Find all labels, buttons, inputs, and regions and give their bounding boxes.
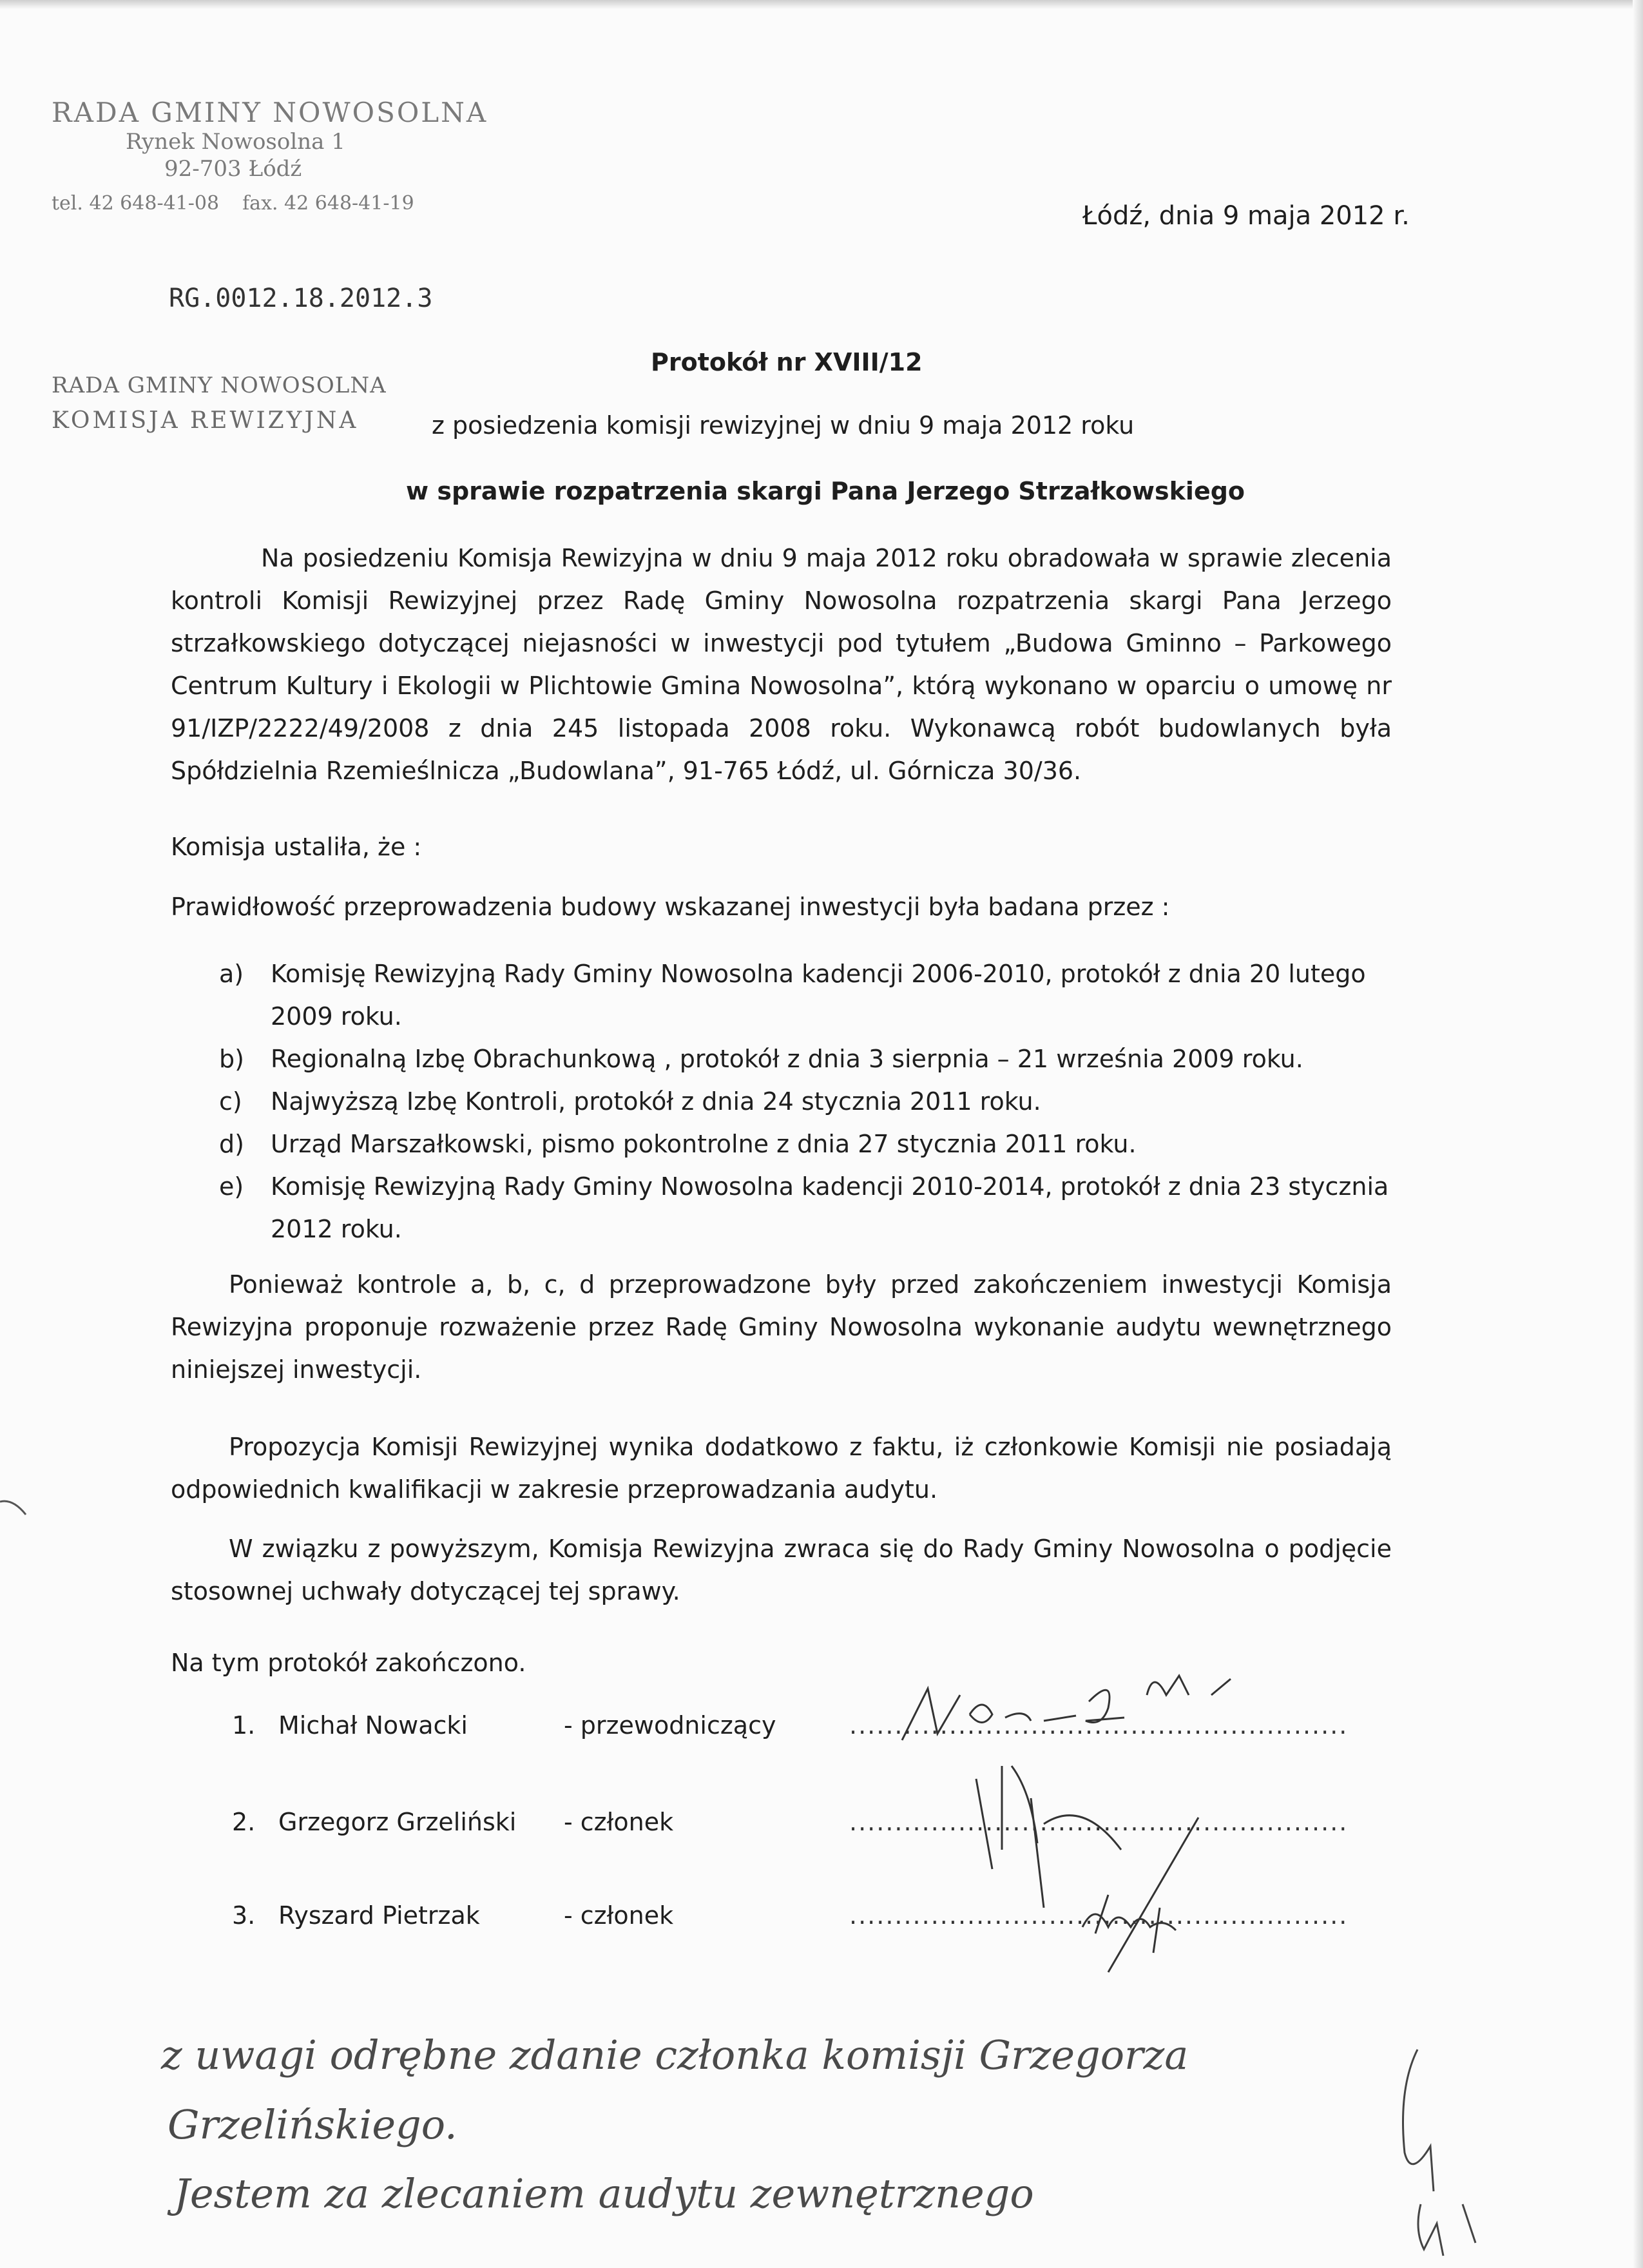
stamp-fax: fax. 42 648-41-19 [242,192,414,215]
paragraph-intro: Na posiedzeniu Komisja Rewizyjna w dniu 9 maja 2012 roku obradowała w sprawie zlecenia kontroli Komisji Rewizyjnej przez Radę Gminy Nowosolna rozpatrzenia skargi Pana Jerzego strzałkowskiego dotyczącej niejasności w inwestycji pod tytułem „Budowa Gminno – Parkowego Centrum Kultury i Ekologii w Plichtowie Gmina Nowosolna”, którą wykonano w oparciu o umowę nr 91/IZP/2222/49/2008 z dnia 245 listopada 2008 roku. Wykonawcą robót budowlanych była Spółdzielnia Rzemieślnicza „Budowlana”, 91-765 Łódź, ul. Górnicza 30/36. [171,544,1392,785]
signatory-role: - członek [564,1901,674,1930]
paragraph-proposal: Ponieważ kontrole a, b, c, d przeprowadzone były przed zakończeniem inwestycji Komisja Rewizyjna proponuje rozważenie przez Radę Gminy Nowosolna wykonanie audytu wewnętrznego niniejszej inwestycji. [171,1270,1392,1384]
protocol-subtitle: z posiedzenia komisji rewizyjnej w dniu 9 maja 2012 roku [432,411,1135,440]
examination-marker: a) [219,960,244,988]
handwritten-note-line-1: z uwagi odrębne zdanie członka komisji Grzegorza [161,2031,1189,2079]
signatory-name: Ryszard Pietrzak [278,1901,480,1930]
margin-initials-strokes [1403,2050,1476,2256]
examination-marker: c) [219,1087,242,1116]
stamp-postcode: 92-703 Łódź [164,156,302,182]
signature-line: ....................................................... [849,1901,1349,1930]
closing-line: Na tym protokół zakończono. [171,1649,526,1677]
signature-1-strokes [902,1676,1231,1740]
document-date: Łódź, dnia 9 maja 2012 r. [1082,201,1410,231]
signatory-number: 3. [232,1901,256,1930]
signatory-role: - przewodniczący [564,1711,776,1740]
committee-stamp-committee: KOMISJA REWIZYJNA [52,407,359,434]
examination-text: Komisję Rewizyjną Rady Gminy Nowosolna kadencji 2006-2010, protokół z dnia 20 lutego 2009 roku. [271,960,1366,1031]
examination-text: Najwyższą Izbę Kontroli, protokół z dnia 24 stycznia 2011 roku. [271,1087,1041,1116]
paragraph-request: W związku z powyższym, Komisja Rewizyjna zwraca się do Rady Gminy Nowosolna o podjęcie stosownej uchwały dotyczącej tej sprawy. [171,1535,1392,1605]
reference-number: RG.0012.18.2012.3 [169,284,433,313]
stray-mark [0,1501,26,1515]
examination-text: Regionalną Izbę Obrachunkową , protokół z dnia 3 sierpnia – 21 września 2009 roku. [271,1045,1303,1073]
paragraph-qualifications: Propozycja Komisji Rewizyjnej wynika dodatkowo z faktu, iż członkowie Komisji nie posiadają odpowiednich kwalifikacji w zakresie przeprowadzania audytu. [171,1433,1392,1504]
handwritten-note-line-2: Grzelińskiego. [168,2101,457,2148]
examination-marker: d) [219,1130,244,1158]
protocol-title: Protokół nr XVIII/12 [651,348,923,376]
protocol-subject: w sprawie rozpatrzenia skargi Pana Jerzego Strzałkowskiego [406,477,1245,505]
examination-text: Urząd Marszałkowski, pismo pokontrolne z dnia 27 stycznia 2011 roku. [271,1130,1137,1158]
signatory-number: 2. [232,1808,256,1836]
examination-marker: b) [219,1045,244,1073]
finding-intro: Komisja ustaliła, że : [171,833,422,861]
examination-marker: e) [219,1172,244,1201]
signatory-role: - członek [564,1808,674,1836]
signatory-name: Grzegorz Grzeliński [278,1808,517,1836]
committee-stamp-council: RADA GMINY NOWOSOLNA [52,373,387,398]
signature-line: ....................................................... [849,1711,1349,1740]
examination-text: Komisję Rewizyjną Rady Gminy Nowosolna kadencji 2010-2014, protokół z dnia 23 stycznia 2012 roku. [271,1172,1389,1243]
signature-3-strokes [1082,1895,1176,1953]
handwritten-note-line-3: Jestem za zlecaniem audytu zewnętrznego [174,2170,1034,2217]
signatory-name: Michał Nowacki [278,1711,468,1740]
stamp-council-name: RADA GMINY NOWOSOLNA [52,97,488,128]
stamp-phone: tel. 42 648-41-08 [52,192,220,215]
signature-2-strokes [976,1766,1198,1972]
signatory-number: 1. [232,1711,256,1740]
examined-intro: Prawidłowość przeprowadzenia budowy wskazanej inwestycji była badana przez : [171,893,1170,921]
signature-line: ....................................................... [849,1808,1349,1836]
stamp-address: Rynek Nowosolna 1 [126,129,345,155]
